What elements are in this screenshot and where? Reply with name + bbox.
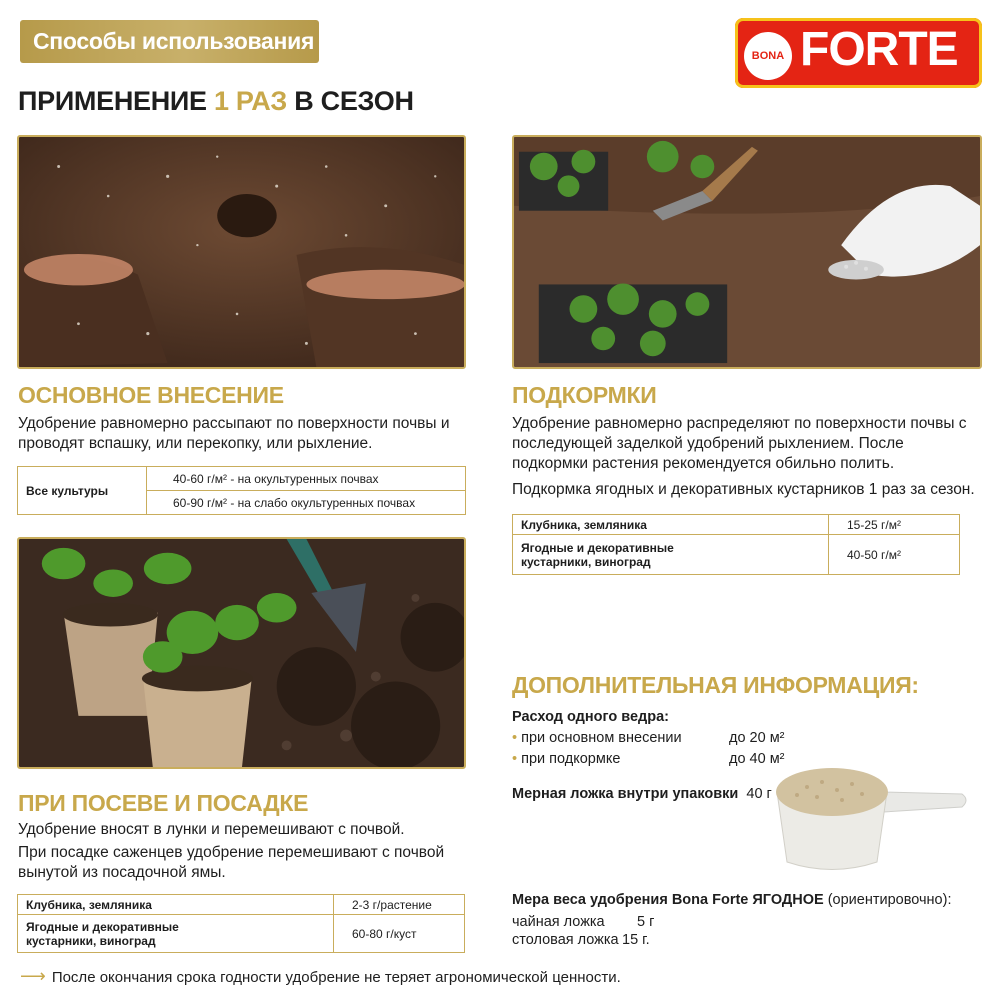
table-cell-crop: Клубника, земляника xyxy=(18,895,334,915)
planting-photo xyxy=(17,537,466,769)
soil-photo xyxy=(17,135,466,369)
logo-forte-text: FORTE xyxy=(800,23,958,76)
measure-title: Мера веса удобрения Bona Forte ЯГОДНОЕ (ориентировочно): xyxy=(512,892,952,908)
additional-info-title: ДОПОЛНИТЕЛЬНАЯ ИНФОРМАЦИЯ: xyxy=(512,672,919,698)
table-cell-crop: Клубника, земляника xyxy=(513,515,829,535)
list-item: столовая ложка 15 г. xyxy=(512,932,650,948)
planting-title: ПРИ ПОСЕВЕ И ПОСАДКЕ xyxy=(18,790,309,816)
page-title: ПРИМЕНЕНИЕ 1 РАЗ В СЕЗОН xyxy=(18,86,414,116)
table-cell-dose: 60-80 г/куст xyxy=(334,915,465,953)
planting-dose-table xyxy=(17,894,465,953)
table-cell-crop: Ягодные и декоративные кустарники, виноград xyxy=(513,535,829,575)
footer-note: ⟶ После окончания срока годности удобрение не теряет агрономической ценности. xyxy=(20,966,621,986)
table-cell-dose: 15-25 г/м² xyxy=(829,515,960,535)
bucket-list xyxy=(512,730,812,772)
planting-text: Удобрение вносят в лунки и перемешивают с почвой. При посадке саженцев удобрение перемешивают с почвой вынутой из посадочной ямы. xyxy=(18,821,445,881)
bucket-title: Расход одного ведра: xyxy=(512,709,669,725)
basic-dose-table xyxy=(17,466,466,515)
bullet-dot-icon: • xyxy=(512,751,518,767)
heading-accent: 1 РАЗ xyxy=(213,86,288,116)
bullet-dot-icon: • xyxy=(512,730,518,746)
table-cell-dose: 40-60 г/м² - на окультуренных почвах xyxy=(147,467,466,491)
feeding-dose-table xyxy=(512,514,960,575)
measuring-spoon-image xyxy=(772,762,970,877)
section-badge: Способы использования xyxy=(20,20,319,63)
list-item: чайная ложка 5 г xyxy=(512,914,655,930)
spoon-info: Мерная ложка внутри упаковки 40 г xyxy=(512,786,772,802)
feeding-text: Удобрение равномерно распределяют по поверхности почвы с последующей заделкой удобрений рыхлением. После подкормки растения рекомендуется обильно полить. xyxy=(512,415,967,472)
table-cell-crop: Все культуры xyxy=(18,467,147,515)
logo-bona-circle: BONA xyxy=(744,32,792,80)
feeding-title: ПОДКОРМКИ xyxy=(512,382,657,408)
feeding-text-2: Подкормка ягодных и декоративных кустарников 1 раз за сезон. xyxy=(512,481,975,498)
table-cell-crop: Ягодные и декоративные кустарники, виноград xyxy=(18,915,334,953)
list-item: • при подкормке до 40 м² xyxy=(512,751,785,767)
feeding-photo xyxy=(512,135,982,369)
basic-application-title: ОСНОВНОЕ ВНЕСЕНИЕ xyxy=(18,382,284,408)
measure-list xyxy=(512,913,812,949)
arrow-right-icon: ⟶ xyxy=(20,966,46,986)
table-cell-dose: 2-3 г/растение xyxy=(334,895,465,915)
table-cell-dose: 40-50 г/м² xyxy=(829,535,960,575)
list-item: • при основном внесении до 20 м² xyxy=(512,730,785,746)
table-cell-dose: 60-90 г/м² - на слабо окультуренных почвах xyxy=(147,491,466,515)
basic-application-text: Удобрение равномерно рассыпают по поверхности почвы и проводят вспашку, или перекопку, или рыхление. xyxy=(18,415,450,452)
